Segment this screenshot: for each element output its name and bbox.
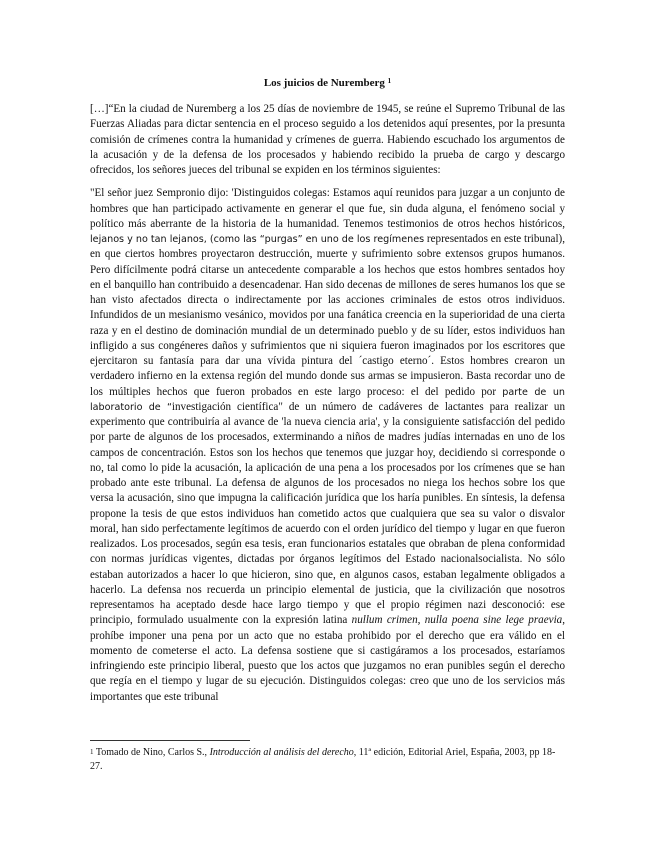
footnote-number: 1 xyxy=(90,748,94,756)
footnote-divider xyxy=(90,740,250,741)
document-title xyxy=(90,76,565,90)
title-text: Los juicios de Nuremberg xyxy=(263,77,385,89)
speech-text-1: "El señor juez Sempronio dijo: 'Distinguidos colegas: Estamos aquí reunidos para juzgar a un conjunto de hombres que han participado activamente en generar el que fue, sin duda alguna, el fenómeno social y político más aberrante de la historia de la humanidad. Tenemos testimonios de otros hechos históricos, xyxy=(90,187,565,230)
document-body xyxy=(90,76,565,713)
latin-maxim: nullum crimen, nulla poena sine lege praevia xyxy=(351,614,563,627)
speech-text-4: , prohíbe imponer una pena por un acto que no estaba prohibido por el derecho que era válido en el momento de cometerse el acto. La defensa sostiene que si castigáramos a los procesados, estaríamos infringiendo este principio liberal, puesto que los actos que juzgamos no eran punibles según el derecho que regía en el tiempo y lugar de su ejecución. Distinguidos colegas: creo que uno de los servicios más importantes que este tribunal xyxy=(90,614,565,703)
speech-text-2: representados en este tribunal), en que ciertos hombres proyectaron destrucción, muerte y sufrimiento sobre extensos grupos humanos. Pero difícilmente podrá citarse un antecedente comparable a los hechos que estos hombres sentados hoy en el banquillo han contribuido a desencadenar. Han sido decenas de millones de seres humanos los que se han visto afectados directa o indirectamente por las acciones criminales de estos otros individuos. Infundidos de un mesianismo vesánico, movidos por una fanática creencia en la superioridad de una cierta raza y en el destino de dominación mundial de un determinado pueblo y de su líder, estos individuos han infligido a sus congéneres daños y sufrimientos que ni siquiera fueron imaginados por los escritores que ejercitaron su fantasía para dar una vívida pintura del ´castigo eterno´. Estos hombres crearon un verdadero infierno en la extensa región del mundo donde sus armas se impusieron. Basta recordar uno de los múltiples hechos que fueron probados en este largo proceso: el del pedido por xyxy=(90,233,565,398)
speech-text-3: investigación científica" de un número de cadáveres de lactantes para realizar un experimento que contribuiría al avance de 'la nueva ciencia aria', y la consiguiente satisfacción del pedido por parte de algunos de los procesados, exterminando a niños de madres judías internadas en uno de los campos de concentración. Estos son los hechos que tenemos que juzgar hoy, decidiendo si corresponde o no, tal como lo pide la acusación, la aplicación de una pena a los procesados por los crímenes que se han probado ante este tribunal. La defensa de algunos de los procesados no niega los hechos sobre los que versa la acusación, sino que impugna la calificación jurídica que los haría punibles. En síntesis, la defensa propone la tesis de que estos individuos han cometido actos que cualquiera que sea su valor o disvalor moral, han sido perfectamente legítimos de acuerdo con el orden jurídico del tiempo y lugar en que fueron realizados. Los procesados, según esa tesis, eran funcionarios estatales que obraban de plena conformidad con normas jurídicas vigentes, dictadas por órganos legítimos del Estado nacionalsocialista. No sólo estaban autorizados a hacer lo que hicieron, sino que, en algunos casos, estaban legalmente obligados a hacerlo. La defensa nos recuerda un principio elemental de justicia, que la civilización que nosotros representamos ha aceptado desde hace largo tiempo y que el propio régimen nazi desconoció: ese principio, formulado usualmente con la expresión latina xyxy=(90,400,566,627)
footnote-suffix: , 11ª edición, Editorial Ariel, España, 2003, pp 18-27. xyxy=(90,747,556,772)
footnote-prefix: Tomado de Nino, Carlos S., xyxy=(93,747,210,758)
title-footnote-ref[interactable]: 1 xyxy=(387,77,392,85)
footnote xyxy=(90,746,565,774)
speech-paragraph xyxy=(90,186,565,705)
speech-alt-text-2: parte de un laboratorio de “ xyxy=(90,386,565,413)
intro-paragraph: […]“En la ciudad de Nuremberg a los 25 días de noviembre de 1945, se reúne el Supremo Tribunal de las Fuerzas Aliadas para dictar sentencia en el proceso seguido a los detenidos aquí presentes, por la presunta comisión de crímenes contra la humanidad y crímenes de guerra. Habiendo escuchado los argumentos de la acusación y de la defensa de los procesados y habiendo recibido la prueba de cargo y descargo ofrecidos, los señores jueces del tribunal se expiden en los términos siguientes: xyxy=(90,103,565,176)
footnote-book-title: Introducción al análisis del derecho xyxy=(209,747,354,758)
speech-alt-text-1: lejanos y no tan lejanos, (como las “purgas” en uno de los regímenes xyxy=(90,234,425,245)
